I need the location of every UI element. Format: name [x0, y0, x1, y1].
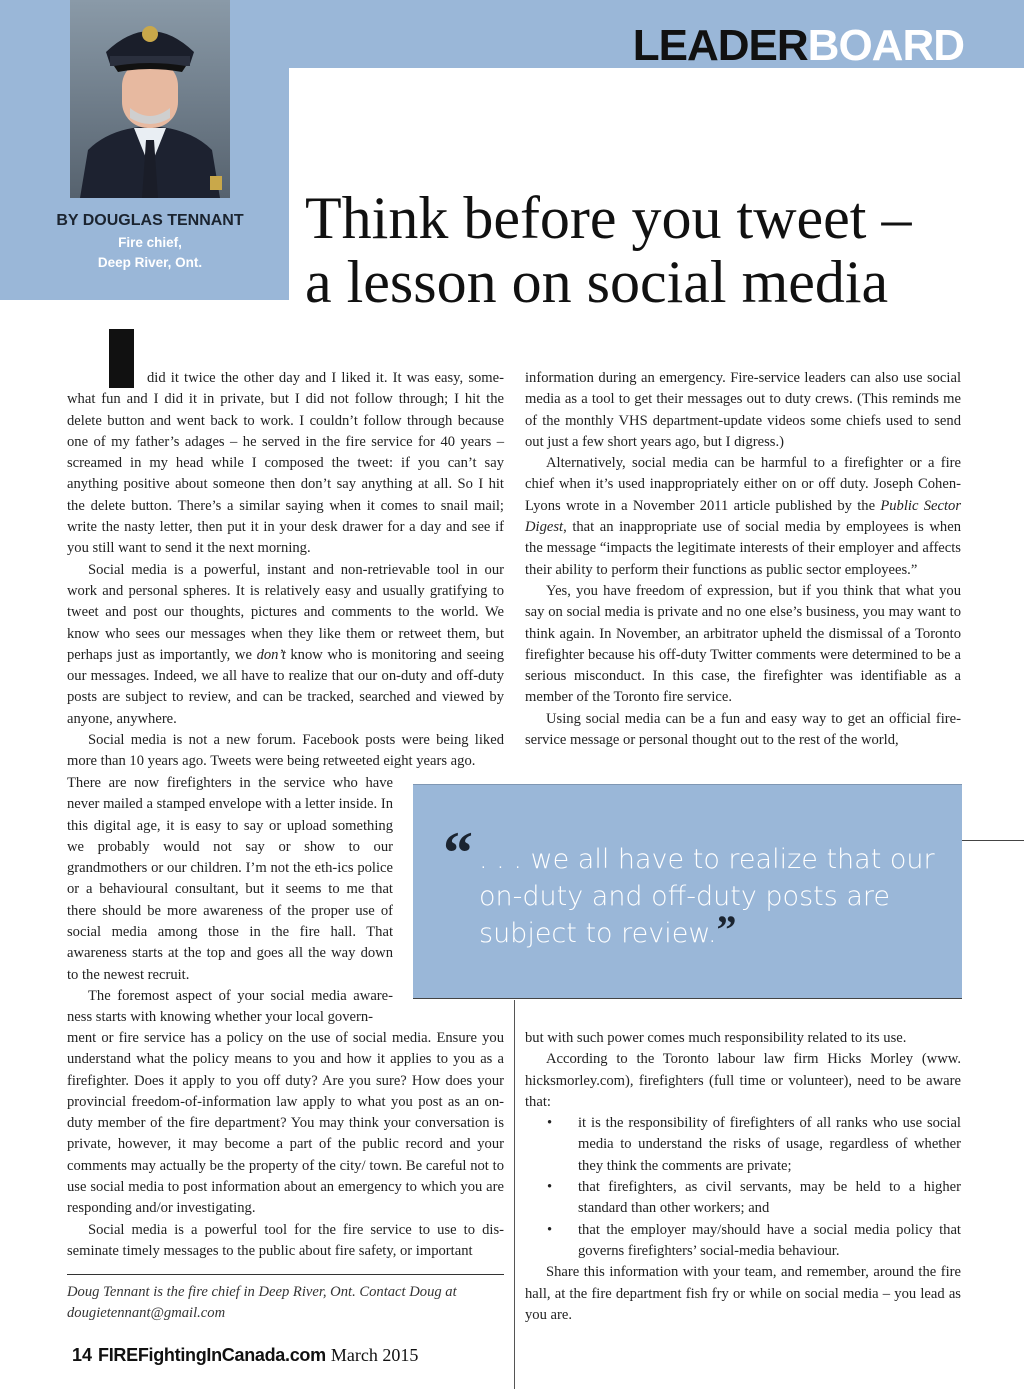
- drop-cap: [109, 368, 134, 388]
- paragraph-2: [67, 560, 504, 730]
- page-folio: [72, 1344, 418, 1366]
- headline-line2: a lesson on social media: [305, 249, 889, 315]
- bullet-text: that firefighters, as civil servants, may be held to a higher standard than other workers; and: [578, 1179, 961, 1217]
- drop-cap-letter: [109, 329, 134, 388]
- bullet-text: it is the responsibility of firefighters of all ranks who use social media to understand the risks of usage, regardless of whether they think the comments are private;: [578, 1115, 961, 1174]
- column-divider: [514, 1000, 515, 1389]
- author-name: BY DOUGLAS TENNANT: [56, 212, 244, 229]
- publication-name: Public Sector Digest: [525, 497, 961, 536]
- paragraph-4a: The foremost aspect of your social media aware-ness starts with knowing whether your local govern-: [67, 987, 393, 1026]
- section-title-part2: BOARD: [807, 21, 964, 70]
- right-column-lower: [525, 1028, 961, 1326]
- right-paragraph-4: Using social media can be a fun and easy way to get an official fire-service message or personal thought out to the rest of the world,: [525, 710, 961, 749]
- paragraph-5: Social media is a powerful tool for the fire service to use to dis-seminate timely messages to the public about fire safety, or important: [67, 1221, 504, 1259]
- pullquote: [413, 785, 962, 999]
- site-name: FIREFightingInCanada.com: [98, 1345, 326, 1365]
- right-paragraph-3: Yes, you have freedom of expression, but if you think that what you say on social media is private and no one else’s business, you may want to think again. In November, an arbitrator upheld the dismissal of a Toronto firefighter because his off-duty Twitter comments were determined to be a serious misconduct. In this case, the firefighter was identifiable as a member of the Toronto fire service.: [525, 582, 961, 706]
- paragraph-2-text-a: Social media is a powerful, instant and non-retrievable tool in our work and personal spheres. It is relatively easy and usually gratifying to tweet and post our thoughts, pictures and comments to the world. We know who sees our messages when they like them or retweet them, but perhaps just as importantly, we: [67, 561, 504, 663]
- bullet-item: [525, 1177, 961, 1220]
- bullet-list: [525, 1113, 961, 1262]
- left-column-narrow: [67, 773, 393, 1029]
- right-paragraph-1: information during an emergency. Fire-service leaders can also use social media as a tool to get their messages out to duty crews. (This reminds me of the monthly VHS department-update videos some chiefs used to send out just a few short years ago, but I digress.): [525, 370, 961, 450]
- right-paragraph-6: According to the Toronto labour law firm Hicks Morley (www. hicksmorley.com), firefighters (full time or volunteer), need to be aware that:: [525, 1051, 961, 1110]
- right-paragraph-2-text-a: Alternatively, social media can be harmful to a firefighter or a fire chief when it’s used inappropriately either on or off duty. Joseph Cohen-Lyons wrote in a November 2011 article published by the: [525, 455, 961, 514]
- section-title-part1: LEADER: [632, 21, 808, 70]
- headline-line1: Think before you tweet –: [305, 185, 912, 251]
- paragraph-1-text: did it twice the other day and I liked it. It was easy, some-what fun and I did it in private, but I did not follow through; I hit the delete button and went back to work. I couldn’t follow through because one of my father’s adages – he served in the fire service for 40 years – screamed in my head while I composed the tweet: if you can’t say anything positive about someone then don’t say anything at all. So I hit the delete button. There’s a similar saying when it comes to snail mail; write the nasty letter, then put it in your desk drawer for a day and see if you still want to send it the next morning.: [67, 370, 504, 557]
- footnote-rule: [67, 1274, 504, 1275]
- pullquote-body: . . . we all have to realize that our on-duty and off-duty posts are subject to review.: [479, 844, 935, 949]
- paragraph-3b: There are now firefighters in the service who have never mailed a stamped envelope with a letter inside. In this digital age, it is easy to say or upload something we probably would not say or show to our grandmothers or our children. I’m not the eth-ics police or a behavioural consultant, but it seems to me that there should be more awareness of the proper use of social media among those in the fire hall. That awareness starts at the top and goes all the way down to the newest recruit.: [67, 775, 393, 983]
- paragraph-2-emphasis: don’t: [256, 646, 286, 663]
- byline: [0, 212, 300, 273]
- right-column: [525, 368, 961, 751]
- bullet-text: that the employer may/should have a social media policy that governs firefighters’ social-media behaviour.: [578, 1221, 961, 1259]
- author-role-line1: Fire chief,: [118, 235, 182, 250]
- bullet-item: [525, 1113, 961, 1177]
- paragraph-2-text-b: know who is monitoring and seeing our messages. Indeed, we all have to realize that our on-duty and off-duty posts are subject to review, and can be tracked, searched and viewed by anyone, anywhere.: [67, 646, 504, 727]
- right-paragraph-5: but with such power comes much responsibility related to its use.: [525, 1030, 907, 1046]
- author-photo: [70, 0, 230, 198]
- right-paragraph-2: [525, 453, 961, 581]
- paragraph-1: [67, 368, 504, 560]
- author-role-line2: Deep River, Ont.: [97, 255, 203, 270]
- page-number: 14: [72, 1345, 93, 1365]
- author-role: [0, 233, 300, 273]
- pullquote-text: [479, 841, 949, 952]
- right-paragraph-7: Share this information with your team, and remember, around the fire hall, at the fire department fish fry or while on social media – you lead as you are.: [525, 1264, 961, 1323]
- right-paragraph-2-text-b: , that an inappropriate use of social media by employees is when the message “impacts the legitimate interests of their employer and affects their ability to perform their functions as public sector employees.”: [525, 519, 961, 578]
- left-column-lower: [67, 1028, 504, 1262]
- section-title: [632, 21, 964, 70]
- article-headline: [305, 186, 1005, 314]
- open-quote-mark: “: [443, 820, 473, 886]
- bullet-dot: •: [547, 1221, 553, 1238]
- close-quote-mark: ”: [716, 907, 737, 952]
- bullet-item: [525, 1220, 961, 1263]
- pullquote-rule-bottom: [413, 998, 962, 999]
- paragraph-4b: ment or fire service has a policy on the use of social media. Ensure you understand what the policy means to you and how it applies to you as a firefighter. Does it apply to you off duty? Are you sure? How does your provincial freedom-of-information law apply to what you post as an on-duty member of the fire department? You may think your conversation is private, however, it may become a part of the public record and your comments may actually be the property of the city/ town. Be careful not to use social media to post information about an emergency to which you are responding and/or investigating.: [67, 1030, 504, 1217]
- author-portrait-image: [70, 0, 230, 198]
- issue-date: March 2015: [330, 1345, 419, 1365]
- left-column: [67, 368, 504, 773]
- bullet-dot: •: [547, 1179, 553, 1196]
- bullet-dot: •: [547, 1115, 553, 1132]
- pullquote-side-rule: [962, 840, 1024, 841]
- author-footnote: Doug Tennant is the fire chief in Deep River, Ont. Contact Doug at dougietennant@gmail.com: [67, 1284, 457, 1321]
- paragraph-3a: Social media is not a new forum. Facebook posts were being liked more than 10 years ago. Tweets were being retweeted eight years ago.: [67, 732, 504, 770]
